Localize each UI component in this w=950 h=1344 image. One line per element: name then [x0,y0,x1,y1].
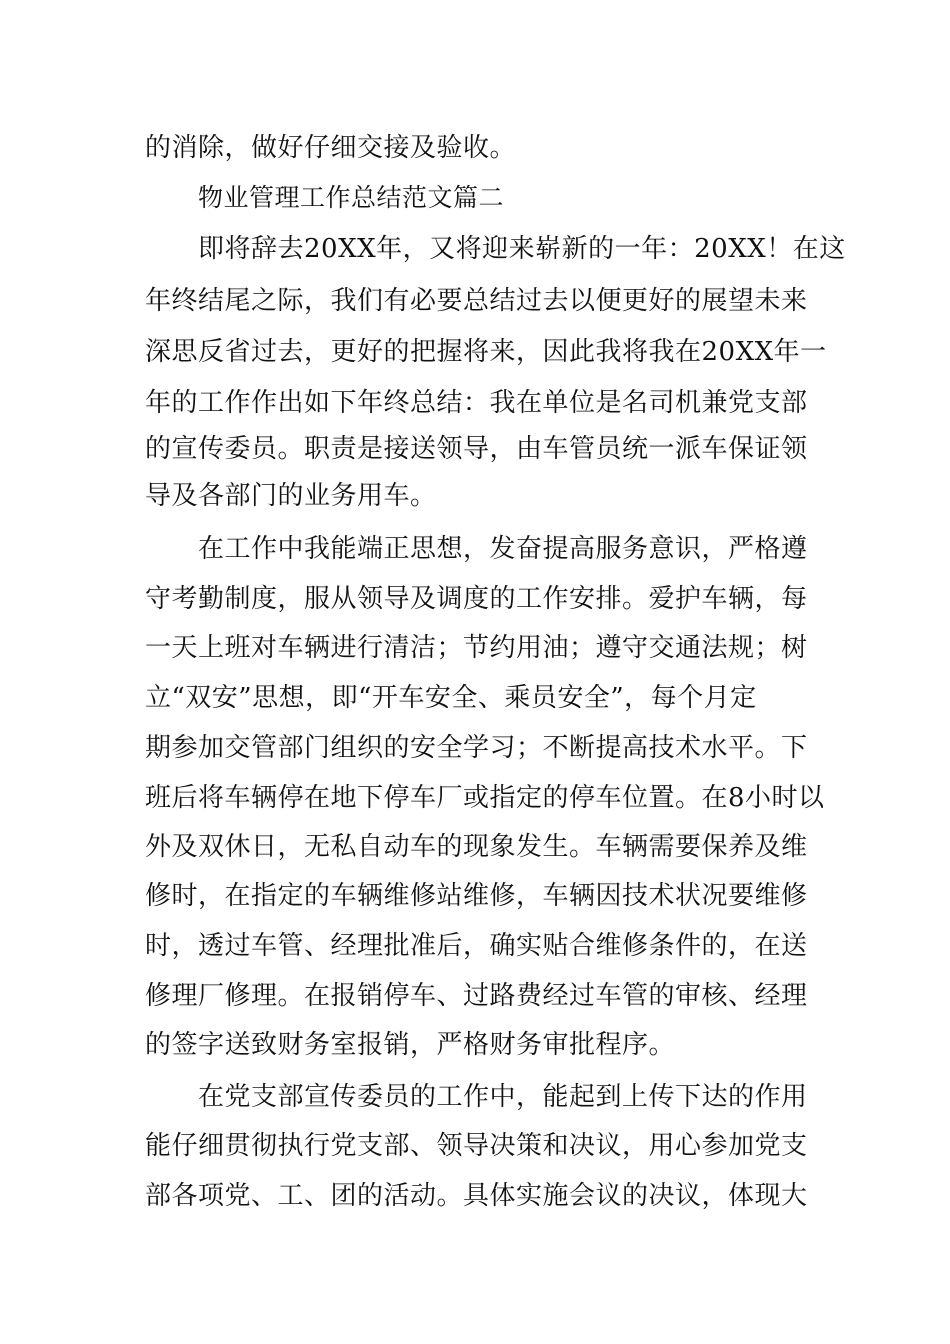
paragraph-line: 能仔细贯彻执行党支部、领导决策和决议，用心参加党支 [145,1131,808,1161]
paragraph-line: 时，透过车管、经理批准后，确实贴合维修条件的，在送 [145,931,808,961]
section-heading: 物业管理工作总结范文篇二 [198,183,505,212]
paragraph-line: 修理厂修理。在报销停车、过路费经过车管的审核、经理 [145,981,808,1011]
paragraph-line: 部各项党、工、团的活动。具体实施会议的决议，体现大 [145,1181,808,1211]
paragraph-line: 一天上班对车辆进行清洁；节约用油；遵守交通法规；树 [145,633,808,663]
paragraph-line: 导及各部门的业务用车。 [145,481,437,511]
paragraph-line: 即将辞去20XX年，又将迎来崭新的一年：20XX！在这 [198,234,846,264]
paragraph-line: 在工作中我能端正思想，发奋提高服务意识，严格遵 [198,534,808,564]
text-line: 的消除，做好仔细交接及验收。 [145,133,517,163]
paragraph-line: 班后将车辆停在地下停车厂或指定的停车位置。在8小时以 [145,783,825,813]
paragraph-line: 在党支部宣传委员的工作中，能起到上传下达的作用 [198,1082,808,1112]
paragraph-line: 深思反省过去，更好的把握将来，因此我将我在20XX年一 [145,337,827,367]
paragraph-line: 的宣传委员。职责是接送领导，由车管员统一派车保证领 [145,434,808,464]
paragraph-line: 期参加交管部门组织的安全学习；不断提高技术水平。下 [145,733,808,763]
paragraph-line: 年终结尾之际，我们有必要总结过去以便更好的展望未来 [145,286,808,316]
paragraph-line: 年的工作作出如下年终总结：我在单位是名司机兼党支部 [145,388,808,418]
paragraph-line: 修时，在指定的车辆维修站维修，车辆因技术状况要维修 [145,881,808,911]
paragraph-line: 的签字送致财务室报销，严格财务审批程序。 [145,1030,676,1060]
paragraph-line: 立“双安”思想，即“开车安全、乘员安全”，每个月定 [145,683,757,713]
paragraph-line: 守考勤制度，服从领导及调度的工作安排。爱护车辆，每 [145,584,808,614]
paragraph-line: 外及双休日，无私自动车的现象发生。车辆需要保养及维 [145,832,808,862]
